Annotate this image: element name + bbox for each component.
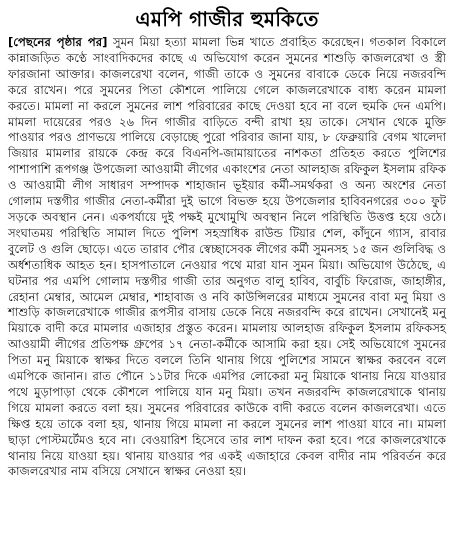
article-body-text: সুমন মিয়া হত্যা মামলা ভিন্ন খাতে প্রবাহিত করেছেন। গতকাল বিকালে কান্নাজড়িত কণ্ঠে সাংবাদিকদের কাছে এ অভিযোগ করেন সুমনের শাশুড়ি কাজলরেখা ও স্ত্রী ফারজানা আক্তার। কাজলরেখা বলেন, গাজী তাকে ও সুমনের বাবাকে ডেকে নিয়ে নজরবন্দি করে রাখেন। পরে সুমনের পিতা কৌশলে পালিয়ে গেলে কাজলরেখাকে বাধ্য করেন মামলা করতে। মামলা না করলে সুমনের লাশ পরিবারের কাছে দেওয়া হবে না বলে হুমকি দেন এমপি। মামলা দায়েরের পরও ২৬ দিন গাজীর বাড়িতে বন্দী রাখা হয় তাকে। সেখান থেকে মুক্তি পাওয়ার পরও প্রাণভয়ে পালিয়ে বেড়াচ্ছে পুরো পরিবার জানা যায়, ৮ ফেব্রুয়ারি বেগম খালেদা জিয়ার মামলার রায়কে কেন্দ্র করে বিএনপি-জামায়াতের নাশকতা প্রতিহত করতে পুলিশের পাশাপাশি রূপগঞ্জ উপজেলা আওয়ামী লীগের একাংশের নেতা আলহাজ রফিকুল ইসলাম রফিক ও আওয়ামী লীগ সাধারণ সম্পাদক শাহাজান ভূইয়ার কর্মী-সমর্থকরা ও অন্য অংশের নেতা গোলাম দস্তগীর গাজীর নেতা-কর্মীরা দুই ভাগে বিভক্ত হয়ে উপজেলার হাবিবনগরের ৩০০ ফুট সড়কে অবস্থান নেন। একপর্যায়ে দুই পক্ষই মুখোমুখি অবস্থান নিলে পরিস্থিতি উত্তপ্ত হয়ে ওঠে। সংঘাতময় পরিস্থিতি সামাল দিতে পুলিশ সহস্রাধিক রাউন্ড টিয়ার শেল, কাঁদুনে গ্যাস, রাবার বুলেট ও গুলি ছোড়ে। এতে তারাব পৌর স্বেচ্ছাসেবক লীগের কর্মী সুমনসহ ১৫ জন গুলিবিদ্ধ ও অর্ধশতাধিক আহত হন। হাসপাতালে নেওয়ার পথে মারা যান সুমন মিয়া। অভিযোগ উঠেছে, এ ঘটনার পর এমপি গোলাম দস্তগীর গাজী তার অনুগত বালু হাবিব, বার্বুচি ফিরোজ, জাহাঙ্গীর, রেহানা মেম্বার, আমেল মেম্বার, শাহাবাজ ও নবি কাউন্সিলরের মাধ্যমে সুমনের বাবা মনু মিয়া ও শাশুড়ি কাজলরেখাকে গাজীর রূপসীর বাসায় ডেকে নিয়ে নজরবন্দি করে রাখেন। সেখানেই মনু মিয়াকে বাদী করে মামলার এজাহার প্রস্তুত করেন। মামলায় আলহাজ রফিকুল ইসলাম রফিকসহ আওয়ামী লীগের প্রতিপক্ষ গ্রুপের ১৭ নেতা-কর্মীকে আসামি করা হয়। সেই অভিযোগে সুমনের পিতা মনু মিয়াকে স্বাক্ষর দিতে বললে তিনি থানায় গিয়ে পুলিশের সামনে স্বাক্ষর করবেন বলে এমপিকে জানান। রাত পৌনে ১১টার দিকে এমপির লোকেরা মনু মিয়াকে থানায় নিয়ে যাওয়ার পথে মুড়াপাড়া থেকে কৌশলে পালিয়ে যান মনু মিয়া। তখন নজরবন্দি কাজলরেখাকে থানায় গিয়ে মামলা করতে বলা হয়। সুমনের পরিবারের কাউকে বাদী করতে বলেন কাজলরেখা। এতে ক্ষিপ্ত হয়ে তাকে বলা হয়, থানায় গিয়ে মামলা না করলে সুমনের লাশ পাওয়া যাবে না। মামলা ছাড়া পোস্টমর্টেমও হবে না। বেওয়ারিশ হিসেবে তার লাশ দাফন করা হবে। পরে কাজলরেখাকে থানায় নিয়ে যাওয়া হয়। থানায় যাওয়ার পর একই এজাহারে কেবল বাদীর নাম পরিবর্তন করে কাজলরেখার নাম বসিয়ে সেখানে স্বাক্ষর নেওয়া হয়।	[8, 35, 446, 479]
headline-container	[8, 6, 446, 32]
headline: এমপি গাজীর হুমকিতে	[135, 7, 319, 31]
article-body	[8, 35, 446, 480]
continued-from-label: [পেছনের পৃষ্ঠার পর]	[8, 35, 108, 49]
